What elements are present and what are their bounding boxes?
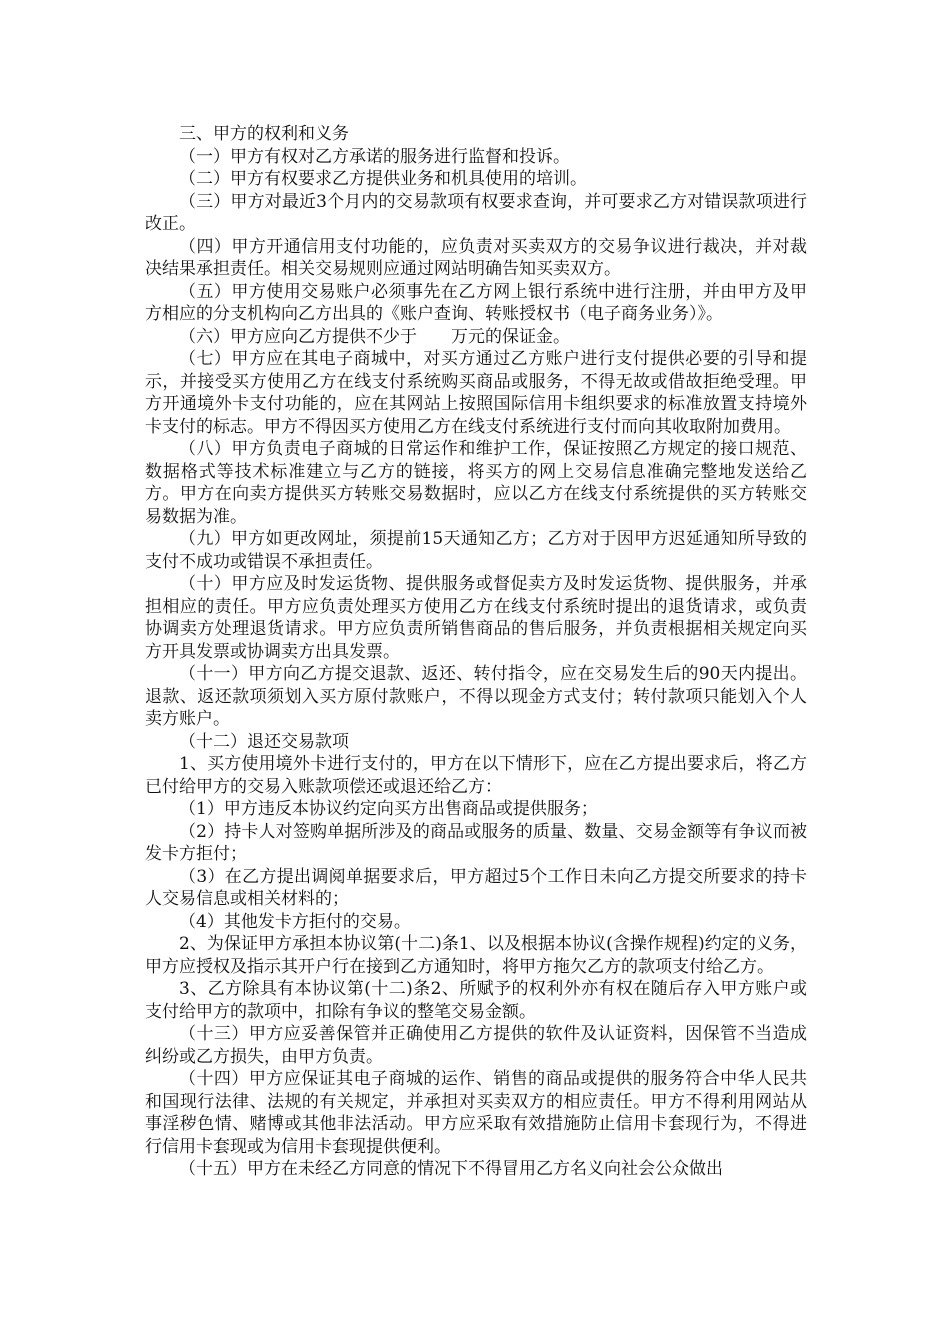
clause-paragraph: （一）甲方有权对乙方承诺的服务进行监督和投诉。 <box>179 146 570 167</box>
sub-clause-paragraph: （1）甲方违反本协议约定向买方出售商品或提供服务； <box>179 799 598 819</box>
clause-paragraph: （六）甲方应向乙方提供不少于 万元的保证金。 <box>179 326 570 347</box>
clause-paragraph: （十四）甲方应保证其电子商城的运作、销售的商品或提供的服务符合中华人民共和国现行法律、法规的有关规定，并承担对买卖双方的相应责任。甲方不得利用网站从事淫秽色情、赌博或其他非法活动。甲方应采取有效措施防止信用卡套现行为，不得进行信用卡套现或为信用卡套现提供便利。 <box>145 1069 807 1157</box>
clause-paragraph: 3、乙方除具有本协议第(十二)条2、所赋予的权利外亦有权在随后存入甲方账户或支付给甲方的款项中，扣除有争议的整笔交易金额。 <box>145 979 807 1022</box>
clause-paragraph: （五）甲方使用交易账户必须事先在乙方网上银行系统中进行注册，并由甲方及甲方相应的分支机构向乙方出具的《账户查询、转账授权书（电子商务业务）》。 <box>145 281 807 324</box>
clause-paragraph: （十一）甲方向乙方提交退款、返还、转付指令，应在交易发生后的90天内提出。退款、返还款项须划入买方原付款账户，不得以现金方式支付；转付款项只能划入个人卖方账户。 <box>145 664 807 729</box>
clause-paragraph: （七）甲方应在其电子商城中，对买方通过乙方账户进行支付提供必要的引导和提示，并接受买方使用乙方在线支付系统购买商品或服务，不得无故或借故拒绝受理。甲方开通境外卡支付功能的，应在其网站上按照国际信用卡组织要求的标准放置支持境外卡支付的标志。甲方不得因买方使用乙方在线支付系统进行支付而向其收取附加费用。 <box>145 349 807 437</box>
clause-paragraph: 2、为保证甲方承担本协议第(十二)条1、以及根据本协议(含操作规程)约定的义务，甲方应授权及指示其开户行在接到乙方通知时，将甲方拖欠乙方的款项支付给乙方。 <box>145 934 807 977</box>
clause-paragraph: （十五）甲方在未经乙方同意的情况下不得冒用乙方名义向社会公众做出 <box>179 1159 723 1179</box>
clause-paragraph: （九）甲方如更改网址，须提前15天通知乙方；乙方对于因甲方迟延通知所导致的支付不成功或错误不承担责任。 <box>145 529 807 572</box>
clause-paragraph: 1、买方使用境外卡进行支付的，甲方在以下情形下，应在乙方提出要求后，将乙方已付给甲方的交易入账款项偿还或退还给乙方： <box>145 754 807 797</box>
sub-clause-paragraph: （2）持卡人对签购单据所涉及的商品或服务的质量、数量、交易金额等有争议而被发卡方拒付； <box>145 821 807 864</box>
clause-paragraph: （十二）退还交易款项 <box>179 731 349 752</box>
clause-paragraph: （三）甲方对最近3个月内的交易款项有权要求查询，并可要求乙方对错误款项进行改正。 <box>145 191 807 234</box>
sub-clause-paragraph: （3）在乙方提出调阅单据要求后，甲方超过5个工作日未向乙方提交所要求的持卡人交易信息或相关材料的； <box>145 866 807 909</box>
clause-paragraph: （八）甲方负责电子商城的日常运作和维护工作，保证按照乙方规定的接口规范、数据格式等技术标准建立与乙方的链接，将买方的网上交易信息准确完整地发送给乙方。甲方在向卖方提供买方转账交易数据时，应以乙方在线支付系统提供的买方转账交易数据为准。 <box>145 439 807 527</box>
section-heading: 三、甲方的权利和义务 <box>179 124 349 144</box>
clause-paragraph: （十）甲方应及时发运货物、提供服务或督促卖方及时发运货物、提供服务，并承担相应的责任。甲方应负责处理买方使用乙方在线支付系统时提出的退货请求，或负责协调卖方处理退货请求。甲方应负责所销售商品的售后服务，并负责根据相关规定向买方开具发票或协调卖方出具发票。 <box>145 574 807 662</box>
sub-clause-paragraph: （4）其他发卡方拒付的交易。 <box>179 911 411 932</box>
clause-paragraph: （二）甲方有权要求乙方提供业务和机具使用的培训。 <box>179 169 587 189</box>
clause-paragraph: （十三）甲方应妥善保管并正确使用乙方提供的软件及认证资料，因保管不当造成纠纷或乙方损失，由甲方负责。 <box>145 1024 807 1067</box>
clause-paragraph: （四）甲方开通信用支付功能的，应负责对买卖双方的交易争议进行裁决，并对裁决结果承担责任。相关交易规则应通过网站明确告知买卖双方。 <box>145 236 807 279</box>
document-body <box>145 123 807 1181</box>
